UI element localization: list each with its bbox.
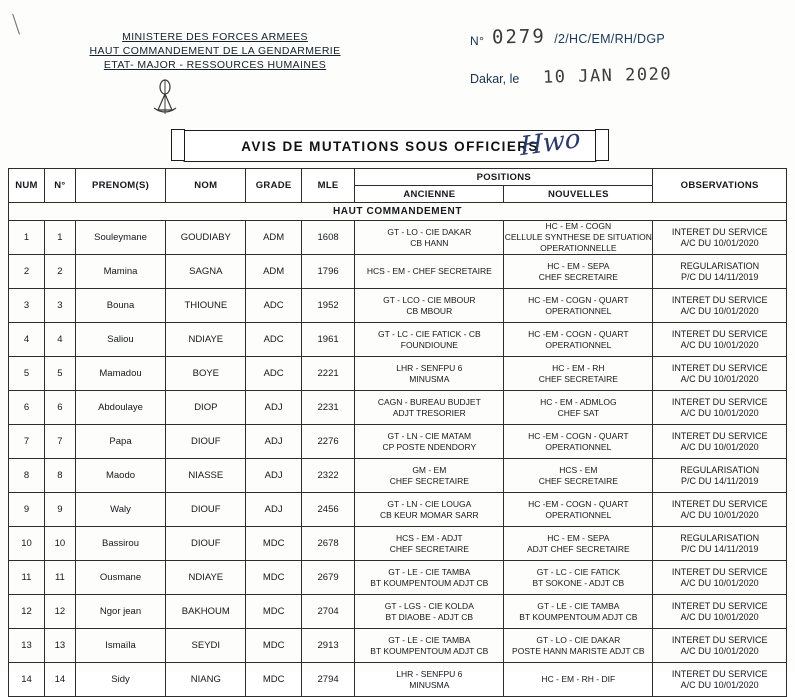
cell-ordre: 13 [44, 629, 75, 663]
cell-nom: DIOP [166, 391, 246, 425]
cell-nom: SEYDI [166, 629, 246, 663]
cell-ordre: 5 [44, 357, 75, 391]
table-header-row-1 [9, 169, 787, 186]
cell-grade: ADM [246, 221, 301, 255]
cell-mle: 2221 [301, 357, 354, 391]
cell-grade: MDC [246, 561, 301, 595]
cell-ordre: 3 [44, 289, 75, 323]
cell-ordre: 8 [44, 459, 75, 493]
table-row [9, 221, 787, 255]
cell-mle: 2456 [301, 493, 354, 527]
cell-num: 13 [9, 629, 45, 663]
cell-mle: 2231 [301, 391, 354, 425]
cell-prenoms: Abdoulaye [75, 391, 165, 425]
date-label: Dakar, le [470, 72, 520, 86]
table-row [9, 323, 787, 357]
gendarmerie-crest-icon [148, 78, 182, 116]
section-label: HAUT COMMANDEMENT [9, 203, 787, 221]
cell-num: 11 [9, 561, 45, 595]
cell-position-nouvelle: HC - EM - ADMLOG CHEF SAT [504, 391, 653, 425]
cell-grade: ADC [246, 357, 301, 391]
cell-grade: ADC [246, 323, 301, 357]
cell-num: 8 [9, 459, 45, 493]
cell-observations: INTERET DU SERVICE A/C DU 10/01/2020 [653, 425, 787, 459]
table-body [9, 203, 787, 697]
ministry-line-1: MINISTERE DES FORCES ARMEES [122, 31, 308, 43]
cell-num: 2 [9, 255, 45, 289]
cell-nom: BAKHOUM [166, 595, 246, 629]
banner-tab-right [595, 129, 609, 161]
cell-nom: GOUDIABY [166, 221, 246, 255]
cell-position-nouvelle: HC - EM - SEPA CHEF SECRETAIRE [504, 255, 653, 289]
cell-nom: SAGNA [166, 255, 246, 289]
cell-nom: NDIAYE [166, 561, 246, 595]
cell-position-nouvelle: GT - LO - CIE DAKAR POSTE HANN MARISTE ADJT CB [504, 629, 653, 663]
header-num: NUM [9, 169, 45, 203]
cell-mle: 1961 [301, 323, 354, 357]
cell-prenoms: Waly [75, 493, 165, 527]
cell-ordre: 9 [44, 493, 75, 527]
cell-mle: 2704 [301, 595, 354, 629]
cell-num: 1 [9, 221, 45, 255]
cell-ordre: 2 [44, 255, 75, 289]
table-row [9, 629, 787, 663]
page-title: AVIS DE MUTATIONS SOUS OFFICIERS [241, 138, 539, 154]
cell-num: 3 [9, 289, 45, 323]
cell-mle: 1952 [301, 289, 354, 323]
cell-mle: 2913 [301, 629, 354, 663]
cell-num: 9 [9, 493, 45, 527]
table-row [9, 459, 787, 493]
cell-num: 5 [9, 357, 45, 391]
cell-grade: MDC [246, 595, 301, 629]
cell-prenoms: Mamadou [75, 357, 165, 391]
cell-position-nouvelle: HC -EM - COGN - QUART OPERATIONNEL [504, 323, 653, 357]
cell-position-ancienne: GT - LGS - CIE KOLDA BT DIAOBE - ADJT CB [355, 595, 504, 629]
cell-num: 4 [9, 323, 45, 357]
cell-ordre: 6 [44, 391, 75, 425]
header-observations: OBSERVATIONS [653, 169, 787, 203]
cell-position-nouvelle: HC -EM - COGN - QUART OPERATIONNEL [504, 425, 653, 459]
cell-num: 10 [9, 527, 45, 561]
cell-prenoms: Bouna [75, 289, 165, 323]
cell-position-ancienne: HCS - EM - CHEF SECRETAIRE [355, 255, 504, 289]
cell-num: 6 [9, 391, 45, 425]
date-row [470, 66, 672, 86]
cell-nom: NIANG [166, 663, 246, 697]
cell-prenoms: Souleymane [75, 221, 165, 255]
table-row [9, 255, 787, 289]
cell-observations: REGULARISATION P/C DU 14/11/2019 [653, 527, 787, 561]
table-row [9, 391, 787, 425]
cell-position-nouvelle: HC -EM - COGN - QUART OPERATIONNEL [504, 493, 653, 527]
cell-mle: 1608 [301, 221, 354, 255]
cell-position-nouvelle: HC - EM - SEPA ADJT CHEF SECRETAIRE [504, 527, 653, 561]
cell-grade: MDC [246, 663, 301, 697]
cell-grade: ADM [246, 255, 301, 289]
margin-scribble-mark: ⟍ [4, 10, 28, 40]
reference-suffix: /2/HC/EM/RH/DGP [554, 32, 665, 46]
cell-nom: DIOUF [166, 425, 246, 459]
table-row [9, 493, 787, 527]
header-positions: POSITIONS [355, 169, 653, 186]
cell-prenoms: Bassirou [75, 527, 165, 561]
cell-position-ancienne: GT - LE - CIE TAMBA BT KOUMPENTOUM ADJT CB [355, 561, 504, 595]
cell-observations: REGULARISATION P/C DU 14/11/2019 [653, 255, 787, 289]
cell-ordre: 14 [44, 663, 75, 697]
cell-position-ancienne: GT - LE - CIE TAMBA BT KOUMPENTOUM ADJT CB [355, 629, 504, 663]
cell-position-nouvelle: GT - LE - CIE TAMBA BT KOUMPENTOUM ADJT CB [504, 595, 653, 629]
cell-position-nouvelle: HCS - EM CHEF SECRETAIRE [504, 459, 653, 493]
ministry-line-2: HAUT COMMANDEMENT DE LA GENDARMERIE [89, 45, 341, 57]
cell-position-nouvelle: HC - EM - COGN CELLULE SYNTHESE DE SITUATION OPERATIONNELLE [504, 221, 652, 253]
cell-nom: DIOUF [166, 493, 246, 527]
cell-observations: REGULARISATION P/C DU 14/11/2019 [653, 459, 787, 493]
reference-row [470, 26, 672, 48]
cell-grade: ADC [246, 289, 301, 323]
reference-number: 0279 [492, 25, 547, 49]
table-row [9, 595, 787, 629]
reference-block [470, 26, 672, 86]
table-row [9, 425, 787, 459]
cell-observations: INTERET DU SERVICE A/C DU 10/01/2020 [653, 391, 787, 425]
cell-ordre: 10 [44, 527, 75, 561]
cell-mle: 2679 [301, 561, 354, 595]
cell-position-nouvelle: HC - EM - RH - DIF [504, 663, 653, 697]
cell-observations: INTERET DU SERVICE A/C DU 10/01/2020 [653, 323, 787, 357]
header-grade: GRADE [246, 169, 301, 203]
cell-prenoms: Mamina [75, 255, 165, 289]
cell-prenoms: Ngor jean [75, 595, 165, 629]
cell-position-ancienne: GT - LN - CIE MATAM CP POSTE NDENDORY [355, 425, 504, 459]
cell-mle: 2276 [301, 425, 354, 459]
cell-grade: MDC [246, 629, 301, 663]
cell-observations: INTERET DU SERVICE A/C DU 10/01/2020 [653, 289, 787, 323]
cell-grade: ADJ [246, 425, 301, 459]
cell-nom: THIOUNE [166, 289, 246, 323]
ministry-heading [60, 30, 370, 72]
header-nom: NOM [166, 169, 246, 203]
mutations-table [8, 168, 787, 697]
cell-position-ancienne: CAGN - BUREAU BUDJET ADJT TRESORIER [355, 391, 504, 425]
header-position-ancienne: ANCIENNE [355, 186, 504, 203]
cell-grade: MDC [246, 527, 301, 561]
cell-mle: 2794 [301, 663, 354, 697]
cell-position-ancienne: LHR - SENFPU 6 MINUSMA [355, 663, 504, 697]
cell-prenoms: Ismaïla [75, 629, 165, 663]
ministry-line-3: ETAT- MAJOR - RESSOURCES HUMAINES [103, 59, 327, 71]
table-row [9, 561, 787, 595]
cell-grade: ADJ [246, 459, 301, 493]
section-header-row [9, 203, 787, 221]
cell-prenoms: Papa [75, 425, 165, 459]
cell-ordre: 4 [44, 323, 75, 357]
cell-mle: 1796 [301, 255, 354, 289]
cell-prenoms: Ousmane [75, 561, 165, 595]
table-row [9, 357, 787, 391]
cell-observations: INTERET DU SERVICE A/C DU 10/01/2020 [653, 221, 787, 255]
cell-observations: INTERET DU SERVICE A/C DU 10/01/2020 [653, 561, 787, 595]
table-row [9, 289, 787, 323]
cell-mle: 2678 [301, 527, 354, 561]
header-position-nouvelles: NOUVELLES [504, 186, 653, 203]
cell-position-ancienne: GM - EM CHEF SECRETAIRE [355, 459, 504, 493]
handwritten-signature: Hwo [519, 123, 581, 163]
cell-position-nouvelle: HC - EM - RH CHEF SECRETAIRE [504, 357, 653, 391]
banner-tab-left [171, 129, 185, 161]
cell-observations: INTERET DU SERVICE A/C DU 10/01/2020 [653, 663, 787, 697]
header-prenoms: PRENOM(S) [75, 169, 165, 203]
cell-position-ancienne: GT - LCO - CIE MBOUR CB MBOUR [355, 289, 504, 323]
reference-label: N° [470, 34, 485, 48]
cell-ordre: 11 [44, 561, 75, 595]
cell-num: 12 [9, 595, 45, 629]
cell-mle: 2322 [301, 459, 354, 493]
cell-position-ancienne: GT - LC - CIE FATICK - CB FOUNDIOUNE [355, 323, 504, 357]
cell-nom: NDIAYE [166, 323, 246, 357]
cell-observations: INTERET DU SERVICE A/C DU 10/01/2020 [653, 595, 787, 629]
cell-observations: INTERET DU SERVICE A/C DU 10/01/2020 [653, 493, 787, 527]
table-row [9, 527, 787, 561]
header-ordre: N° [44, 169, 75, 203]
cell-grade: ADJ [246, 493, 301, 527]
cell-nom: DIOUF [166, 527, 246, 561]
cell-grade: ADJ [246, 391, 301, 425]
cell-prenoms: Saliou [75, 323, 165, 357]
cell-prenoms: Maodo [75, 459, 165, 493]
cell-observations: INTERET DU SERVICE A/C DU 10/01/2020 [653, 357, 787, 391]
cell-position-ancienne: GT - LN - CIE LOUGA CB KEUR MOMAR SARR [355, 493, 504, 527]
cell-nom: BOYE [166, 357, 246, 391]
cell-ordre: 12 [44, 595, 75, 629]
cell-ordre: 7 [44, 425, 75, 459]
header-mle: MLE [301, 169, 354, 203]
cell-position-ancienne: LHR - SENFPU 6 MINUSMA [355, 357, 504, 391]
cell-position-ancienne: HCS - EM - ADJT CHEF SECRETAIRE [355, 527, 504, 561]
cell-num: 14 [9, 663, 45, 697]
cell-nom: NIASSE [166, 459, 246, 493]
cell-position-ancienne: GT - LO - CIE DAKAR CB HANN [355, 221, 504, 255]
cell-ordre: 1 [44, 221, 75, 255]
cell-observations: INTERET DU SERVICE A/C DU 10/01/2020 [653, 629, 787, 663]
cell-num: 7 [9, 425, 45, 459]
table-row [9, 663, 787, 697]
cell-prenoms: Sidy [75, 663, 165, 697]
cell-position-nouvelle: GT - LC - CIE FATICK BT SOKONE - ADJT CB [504, 561, 653, 595]
date-stamp: 10 JAN 2020 [543, 64, 673, 88]
cell-position-nouvelle: HC -EM - COGN - QUART OPERATIONNEL [504, 289, 653, 323]
